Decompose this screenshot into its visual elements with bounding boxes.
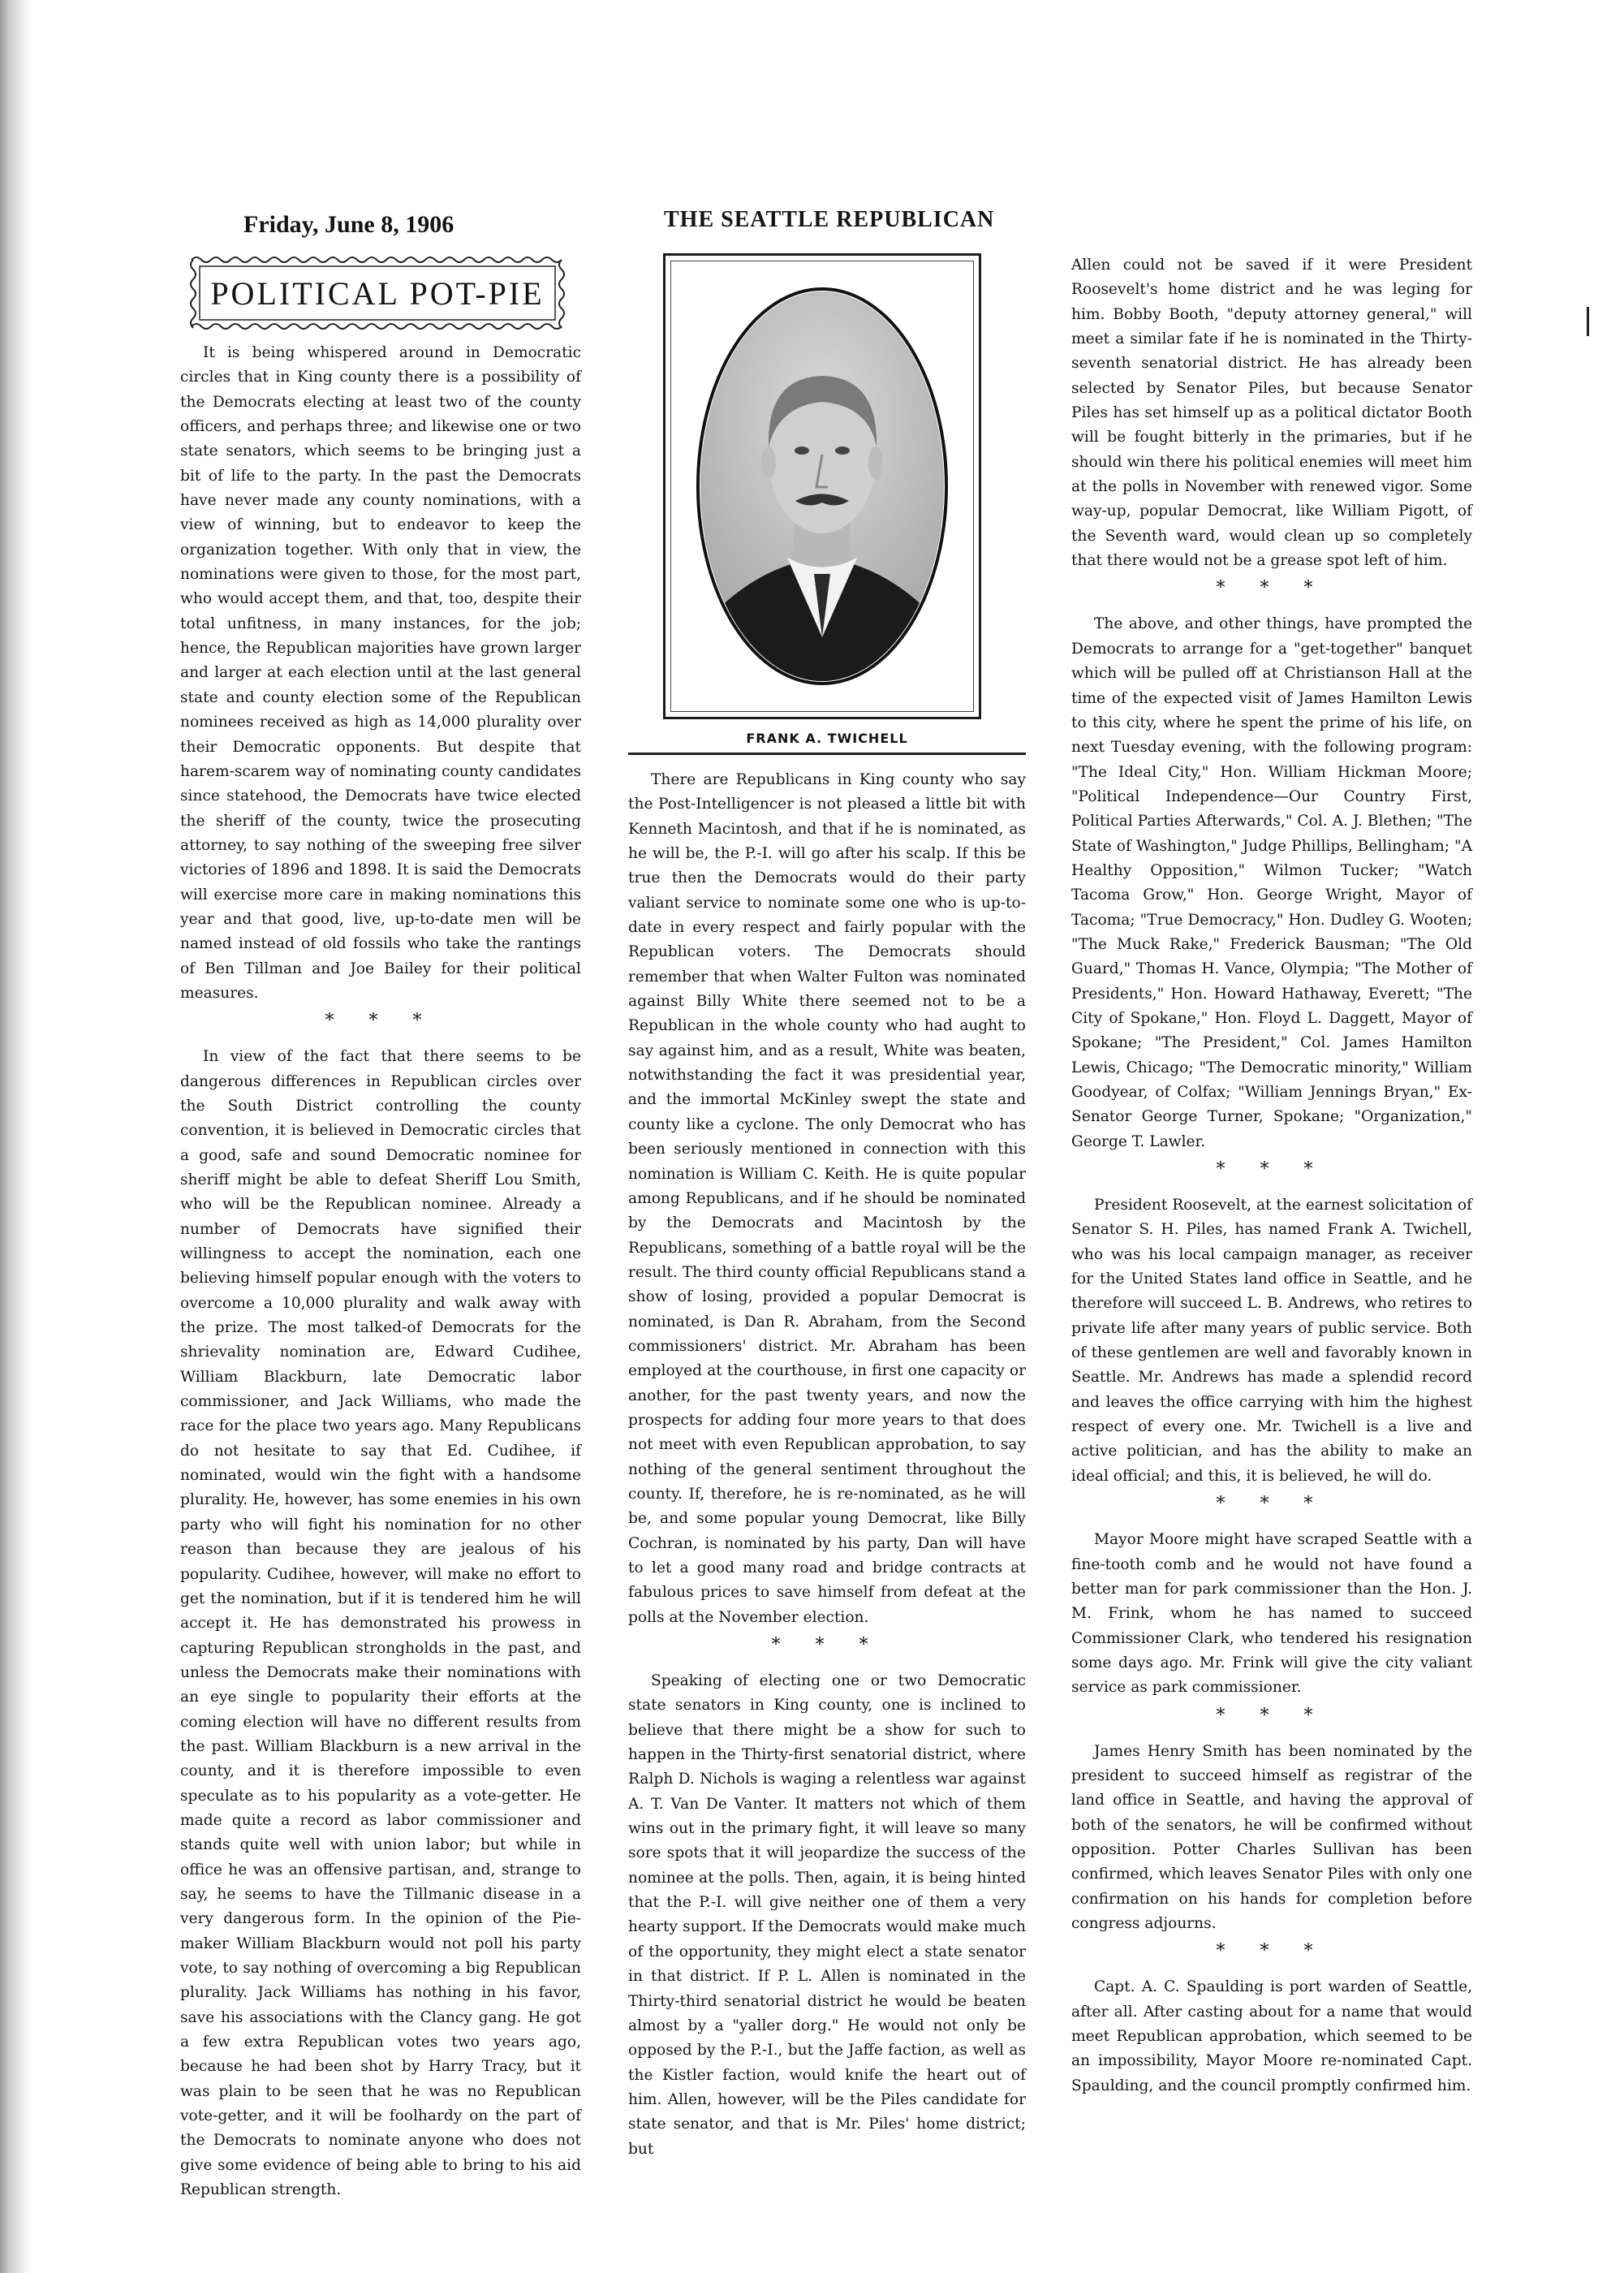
article-paragraph: Speaking of electing one or two Democratic state senators in King county, one is inclined to believe that there might be a show for such to happen in the Thirty-first senatorial district, where Ralph D. Nichols is waging a relentless war against A. T. Van De Vanter. It matters not which of them wins out in the primary fight, it will leave so many sore spots that it will jeopardize the success of the nominee at the polls. Then, again, it is being hinted that the P.-I. will give neither one of them a very hearty support. If the Democrats would make much of the opportunity, they might elect a state senator in that district. If P. L. Allen is nominated in the Thirty-third senatorial district he would be beaten almost by a "yaller dorg." He would not only be opposed by the P.-I., but the Jaffe faction, as well as the Kistler faction, would knife the heart out of him. Allen, however, will be the Piles candidate for state senator, and that is Mr. Piles' home district; but xyxy=(628,1672,1026,2158)
article-paragraph: In view of the fact that there seems to be dangerous differences in Republican circles over the South District controlling the county convention, it is believed in Democratic circles that a good, safe and sound Democratic nominee for sheriff might be able to defeat Sheriff Lou Smith, who will be the Republican nominee. Already a number of Democrats have signified their willingness to accept the nomination, each one believing himself popular enough with the voters to overcome a 10,000 plurality and walk away with the prize. The most talked-of Democrats for the shrievality nomination are, Edward Cudihee, William Blackburn, late Democratic labor commissioner, and Jack Williams, who made the race for the place two years ago. Many Republicans do not hesitate to say that Ed. Cudihee, if nominated, would win the fight with a handsome plurality. He, however, has some enemies in his own party who will fight his nomination for no other reason than because they are jealous of his popularity. Cudihee, however, will make no effort to get the nomination, but if it is tendered him he will accept it. He has demonstrated his prowess in capturing Republican strongholds in the past, and unless the Democrats make their nominations with an eye single to popularity their efforts at the coming election will have no different results from the past. William Blackburn is a new arrival in the county, and it is therefore impossible to even speculate as to his popularity as a vote-getter. He made quite a record as labor commissioner and stands quite well with union labor; but while in office he was an offensive partisan, and, strange to say, he seems to have the Tillmanic disease in a very dangerous form. In the opinion of the Pie-maker William Blackburn would not poll his party vote, to say nothing of overcoming a big Republican plurality. Jack Williams has nothing in his favor, save his associations with the Clancy gang. He got a few extra Republican votes two years ago, because he had been shot by Harry Tracy, but it was plain to be seen that he was no Republican vote-getter, and it will be foolhardy on the part of the Democrats to nominate anyone who does not give some evidence of being able to bring to his aid Republican strength. xyxy=(180,1048,581,2199)
section-divider-stars: * * * xyxy=(1216,1941,1328,1962)
section-divider-stars: * * * xyxy=(1216,1159,1328,1180)
article-paragraph: Capt. A. C. Spaulding is port warden of Seattle, after all. After casting about for a name that would meet Republican approbation, which seemed to be an impossibility, Mayor Moore re-nominated Capt. Spaulding, and the council promptly confirmed him. xyxy=(1071,1978,1472,2094)
article-paragraph: James Henry Smith has been nominated by the president to succeed himself as registrar of the land office in Seattle, and having the approval of both of the senators, he will be confirmed without opposition. Potter Charles Sullivan has been confirmed, which leaves Senator Piles with only one confirmation on his hands for completion before congress adjourns. xyxy=(1071,1742,1472,1932)
scan-mark xyxy=(1587,307,1589,336)
article-paragraph: There are Republicans in King county who say the Post-Intelligencer is not pleased a little bit with Kenneth Macintosh, and that if he is nominated, as he will be, the P.-I. will go after his scalp. If this be true then the Democrats would do their party valiant service to nominate some one who is up-to-date in every respect and fairly popular with the Republican voters. The Democrats should remember that when Walter Fulton was nominated against Billy White there seemed not to be a Republican in the whole county who had aught to say against him, and as a result, White was beaten, notwithstanding the fact it was presidential year, and the immortal McKinley swept the state and county like a cyclone. The only Democrat who has been seriously mentioned in connection with this nomination is William C. Keith. He is quite popular among Republicans, and if he should be nominated by the Democrats and Macintosh by the Republicans, something of a battle royal will be the result. The third county official Republicans stand a show of losing, provided a popular Democrat is nominated, is Dan R. Abraham, from the Second commissioners' district. Mr. Abraham has been employed at the courthouse, in first one capacity or another, for the past twenty years, and now the prospects for adding four more years to that does not meet with even Republican approbation, to say nothing of the general sentiment throughout the county. If, therefore, he is re-nominated, as he will be, and some popular young Democrat, like Billy Cochran, is nominated by his party, Dan will have to let a good many road and bridge contracts at fabulous prices to save himself from defeat at the polls at the November election. xyxy=(628,771,1026,1626)
section-divider-stars: * * * xyxy=(771,1635,883,1656)
section-divider-stars: * * * xyxy=(325,1011,437,1032)
article-paragraph: Mayor Moore might have scraped Seattle with a fine-tooth comb and he would not have found a better man for park commissioner than the Hon. J. M. Frink, whom he has named to succeed Commissioner Clark, who tendered his resignation some days ago. Mr. Frink will give the city valiant service as park commissioner. xyxy=(1071,1531,1472,1697)
column-right xyxy=(1071,253,1472,2098)
portrait-caption: FRANK A. TWICHELL xyxy=(746,731,908,746)
portrait-photo xyxy=(663,253,981,719)
issue-date: Friday, June 8, 1906 xyxy=(243,211,454,238)
portrait-image xyxy=(666,256,979,717)
divider-rule xyxy=(628,753,1026,755)
column-title-box xyxy=(187,253,568,333)
column-title: POLITICAL POT-PIE xyxy=(210,275,545,312)
column-middle xyxy=(628,253,1026,2162)
article-paragraph: It is being whispered around in Democratic circles that in King county there is a possibility of the Democrats electing at least two of the county officers, and perhaps three; and likewise one or two state senators, which seems to be bringing just a bit of life to the party. In the past the Democrats have never made any county nominations, with a view of winning, but to endeavor to keep the organization together. With only that in view, the nominations were given to those, for the most part, who would accept them, and that, too, despite their total unfitness, in many instances, for the job; hence, the Republican majorities have grown larger and larger at each election until at the last general state and county election some of the Republican nominees received as high as 14,000 plurality over their Democratic opponents. But despite that harem-scarem way of nominating county candidates since statehood, the Democrats have twice elected the sheriff of the county, twice the prosecuting attorney, to say nothing of the sweeping free silver victories of 1896 and 1898. It is said the Democrats will exercise more care in making nominations this year and that good, live, up-to-date men will be named instead of old fossils who take the rantings of Ben Tillman and Joe Bailey for their political measures. xyxy=(180,344,581,1002)
section-divider-stars: * * * xyxy=(1216,578,1328,599)
article-paragraph: The above, and other things, have prompted the Democrats to arrange for a "get-together" banquet which will be pulled off at Christianson Hall at the time of the expected visit of James Hamilton Lewis to this city, where he spent the prime of his life, on next Tuesday evening, with the following program: "The Ideal City," Hon. William Hickman Moore; "Political Independence—Our Country First, Political Parties Afterwards," Col. A. J. Blethen; "The State of Washington," Judge Phillips, Bellingham; "A Healthy Opposition," Wilmon Tucker; "Watch Tacoma Grow," Hon. George Wright, Mayor of Tacoma; "True Democracy," Hon. Dudley G. Wooten; "The Muck Rake," Frederick Bausman; "The Old Guard," Thomas H. Vance, Olympia; "The Mother of Presidents," Hon. Howard Hathaway, Everett; "The City of Spokane," Hon. Floyd L. Daggett, Mayor of Spokane; "The President," Col. James Hamilton Lewis, Chicago; "The Democratic minority," William Goodyear, of Colfax; "William Jennings Bryan," Ex-Senator George Turner, Spokane; "Organization," George T. Lawler. xyxy=(1071,615,1472,1150)
section-divider-stars: * * * xyxy=(1216,1494,1328,1515)
section-divider-stars: * * * xyxy=(1216,1705,1328,1726)
newspaper-name: THE SEATTLE REPUBLICAN xyxy=(664,207,995,232)
article-paragraph: President Roosevelt, at the earnest solicitation of Senator S. H. Piles, has named Frank A. Twichell, who was his local campaign manager, as receiver for the United States land office in Seattle, and he therefore will succeed L. B. Andrews, who retires to private life after many years of public service. Both of these gentlemen are well and favorably known in Seattle. Mr. Andrews has made a splendid record and leaves the office carrying with him the highest respect of every one. Mr. Twichell is a live and active politician, and has the ability to make an ideal official; and this, it is believed, he will do. xyxy=(1071,1197,1472,1485)
column-left xyxy=(180,253,581,2202)
article-paragraph: Allen could not be saved if it were President Roosevelt's home district and he was leging for him. Bobby Booth, "deputy attorney general," will meet a similar fate if he is nominated in the Thirty-seventh senatorial district. He has already been selected by Senator Piles, but because Senator Piles has set himself up as a political dictator Booth will be fought bitterly in the primaries, but if he should win there his political enemies will meet him at the polls in November with renewed vigor. Some way-up, popular Democrat, like William Pigott, of the Seventh ward, would clean up so completely that there would not be a grease spot left of him. xyxy=(1071,257,1472,570)
